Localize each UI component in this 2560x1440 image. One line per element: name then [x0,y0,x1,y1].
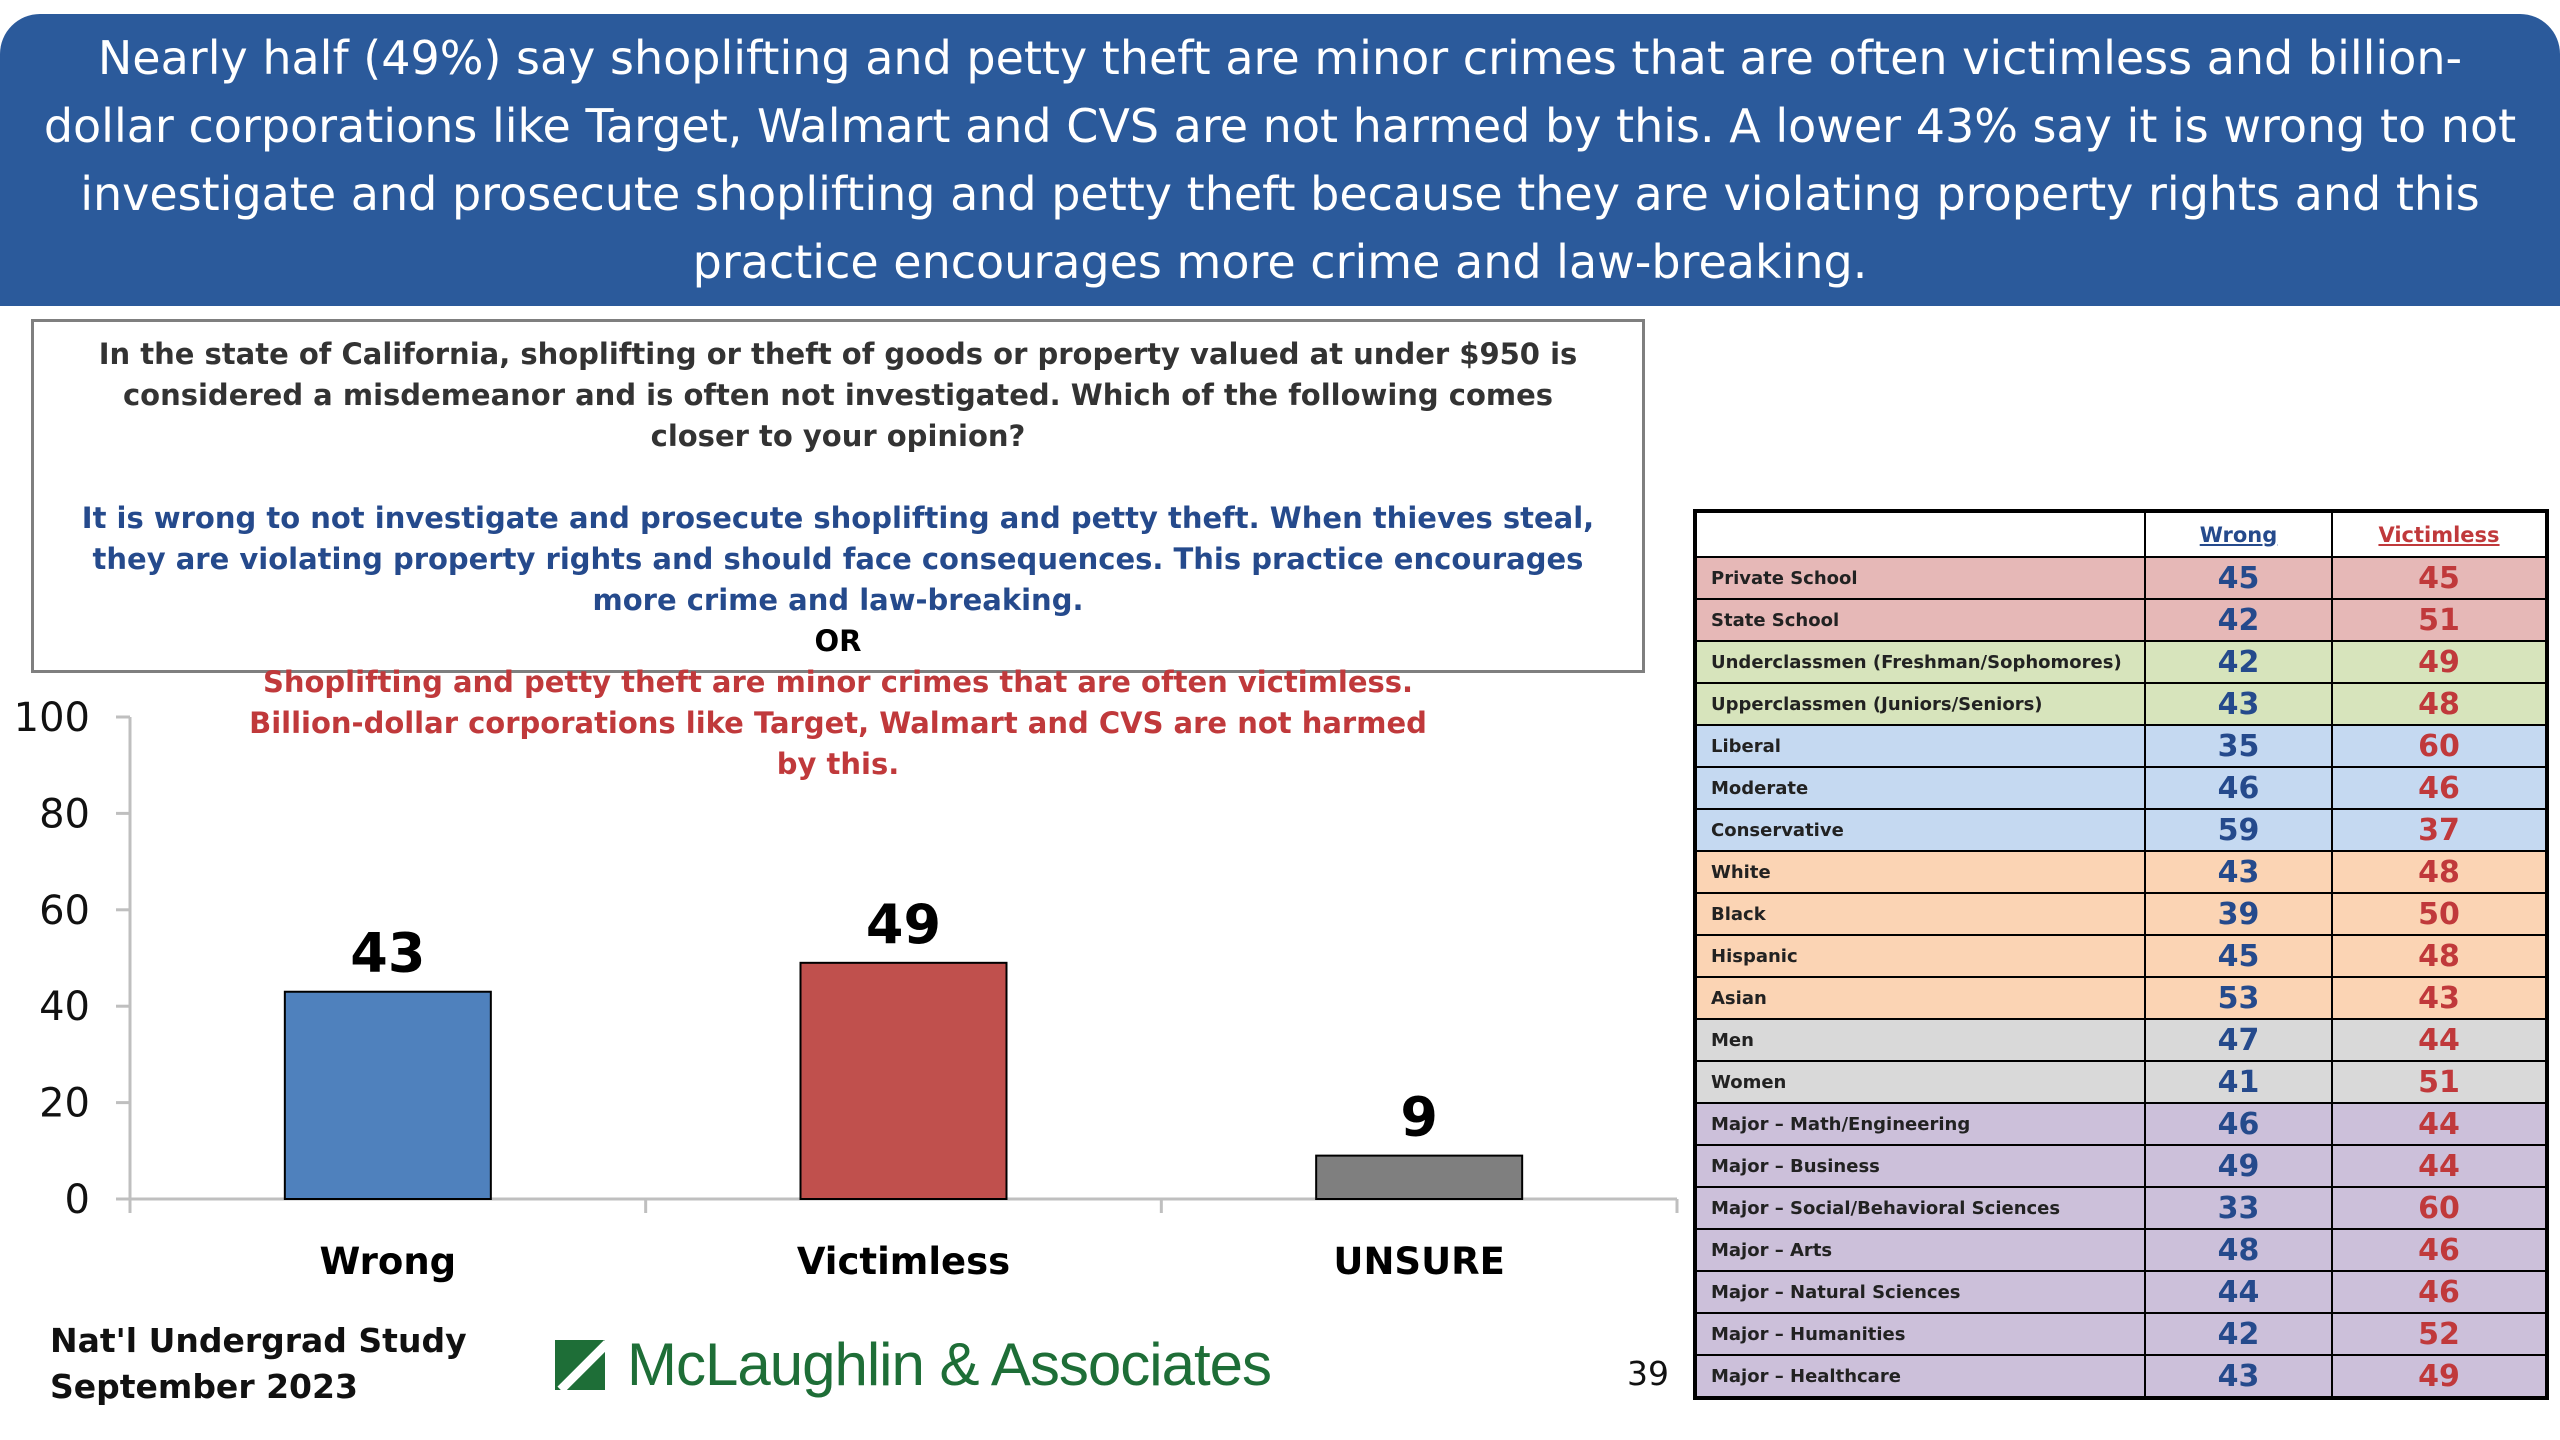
crosstab-table [1693,509,2549,1400]
bar-victimless [801,963,1007,1199]
table-row [1695,599,2547,641]
row-victimless-value: 51 [2332,599,2547,641]
y-tick-label: 100 [13,695,90,741]
row-label: Liberal [1695,725,2145,767]
row-wrong-value: 43 [2145,1355,2332,1398]
logo-mark-icon [555,1340,605,1390]
row-label: Upperclassmen (Juniors/Seniors) [1695,683,2145,725]
y-tick-label: 40 [39,984,90,1031]
row-wrong-value: 59 [2145,809,2332,851]
table-row [1695,809,2547,851]
row-wrong-value: 42 [2145,641,2332,683]
row-victimless-value: 49 [2332,641,2547,683]
row-wrong-value: 47 [2145,1019,2332,1061]
row-wrong-value: 48 [2145,1229,2332,1271]
question-text: In the state of California, shoplifting or theft of goods or property valued at under $950 is considered a misdemeanor and is often not investigated. Which of the following comes closer to your opinion? [98,337,1578,453]
company-logo [555,1330,1271,1399]
row-victimless-value: 44 [2332,1145,2547,1187]
row-wrong-value: 46 [2145,1103,2332,1145]
row-wrong-value: 45 [2145,557,2332,599]
header-victimless: Victimless [2332,511,2547,557]
y-tick-label: 0 [64,1177,90,1223]
table-header-row [1695,511,2547,557]
table-row [1695,851,2547,893]
row-victimless-value: 46 [2332,767,2547,809]
row-victimless-value: 60 [2332,1187,2547,1229]
table-row [1695,1229,2547,1271]
row-wrong-value: 46 [2145,767,2332,809]
table-row [1695,557,2547,599]
table-row [1695,1271,2547,1313]
row-victimless-value: 60 [2332,725,2547,767]
row-label: Major – Social/Behavioral Sciences [1695,1187,2145,1229]
row-label: Men [1695,1019,2145,1061]
table-row [1695,767,2547,809]
study-info [50,1318,467,1410]
row-wrong-value: 49 [2145,1145,2332,1187]
logo-text: McLaughlin & Associates [627,1331,1272,1398]
row-wrong-value: 45 [2145,935,2332,977]
row-label: Private School [1695,557,2145,599]
bar-unsure [1316,1156,1522,1199]
table-row [1695,1313,2547,1355]
row-label: Asian [1695,977,2145,1019]
row-victimless-value: 43 [2332,977,2547,1019]
data-label: 49 [865,892,942,956]
study-name: Nat'l Undergrad Study [50,1321,467,1360]
row-label: Major – Humanities [1695,1313,2145,1355]
option-wrong-text: It is wrong to not investigate and prosecute shoplifting and petty theft. When thieves steal, they are violating property rights and should face consequences. This practice encourages more crime and law-breaking. [81,501,1595,617]
row-label: Major – Healthcare [1695,1355,2145,1398]
row-label: Major – Natural Sciences [1695,1271,2145,1313]
category-label: UNSURE [1333,1240,1505,1283]
table-row [1695,641,2547,683]
table-row [1695,977,2547,1019]
option-victimless-text: Shoplifting and petty theft are minor crimes that are often victimless. Billion-dollar corporations like Target, Walmart and CVS are not harmed by this. [249,665,1427,781]
page-number: 39 [1627,1354,1669,1393]
row-wrong-value: 39 [2145,893,2332,935]
table-row [1695,1103,2547,1145]
data-label: 43 [350,921,426,985]
row-label: Major – Math/Engineering [1695,1103,2145,1145]
row-label: Underclassmen (Freshman/Sophomores) [1695,641,2145,683]
or-separator: OR [814,624,862,658]
row-label: Moderate [1695,767,2145,809]
table-row [1695,893,2547,935]
category-label: Wrong [319,1240,457,1283]
row-wrong-value: 41 [2145,1061,2332,1103]
row-wrong-value: 44 [2145,1271,2332,1313]
bar-chart [0,680,1690,1300]
row-label: Major – Arts [1695,1229,2145,1271]
header-wrong: Wrong [2145,511,2332,557]
row-victimless-value: 37 [2332,809,2547,851]
data-label: 9 [1400,1085,1438,1149]
row-wrong-value: 43 [2145,683,2332,725]
table-row [1695,935,2547,977]
table-row [1695,1061,2547,1103]
row-wrong-value: 33 [2145,1187,2332,1229]
row-label: Conservative [1695,809,2145,851]
row-label: Hispanic [1695,935,2145,977]
row-victimless-value: 45 [2332,557,2547,599]
row-victimless-value: 44 [2332,1019,2547,1061]
y-tick-label: 20 [39,1080,90,1127]
row-victimless-value: 48 [2332,683,2547,725]
row-label: State School [1695,599,2145,641]
row-wrong-value: 53 [2145,977,2332,1019]
y-tick-label: 80 [39,791,90,838]
row-wrong-value: 35 [2145,725,2332,767]
row-label: Major – Business [1695,1145,2145,1187]
row-label: White [1695,851,2145,893]
row-label: Black [1695,893,2145,935]
row-victimless-value: 52 [2332,1313,2547,1355]
row-wrong-value: 42 [2145,1313,2332,1355]
row-wrong-value: 42 [2145,599,2332,641]
row-label: Women [1695,1061,2145,1103]
row-victimless-value: 50 [2332,893,2547,935]
row-victimless-value: 49 [2332,1355,2547,1398]
bar-wrong [285,992,491,1199]
study-date: September 2023 [50,1367,358,1406]
table-row [1695,1145,2547,1187]
row-victimless-value: 48 [2332,851,2547,893]
row-victimless-value: 44 [2332,1103,2547,1145]
table-row [1695,725,2547,767]
table-row [1695,1355,2547,1398]
table-row [1695,1187,2547,1229]
header-blank [1695,511,2145,557]
row-victimless-value: 48 [2332,935,2547,977]
y-tick-label: 60 [39,887,90,934]
spacer [34,457,1642,498]
row-victimless-value: 46 [2332,1229,2547,1271]
title-banner [0,14,2560,306]
table-row [1695,683,2547,725]
category-label: Victimless [796,1240,1011,1283]
slide-title: Nearly half (49%) say shoplifting and petty theft are minor crimes that are often victimless and billion-dollar corporations like Target, Walmart and CVS are not harmed by this. A lower 43% say it is wrong to not investigate and prosecute shoplifting and petty theft because they are violating property rights and this practice encourages more crime and law-breaking. [43,31,2517,289]
table-row [1695,1019,2547,1061]
row-wrong-value: 43 [2145,851,2332,893]
row-victimless-value: 51 [2332,1061,2547,1103]
row-victimless-value: 46 [2332,1271,2547,1313]
